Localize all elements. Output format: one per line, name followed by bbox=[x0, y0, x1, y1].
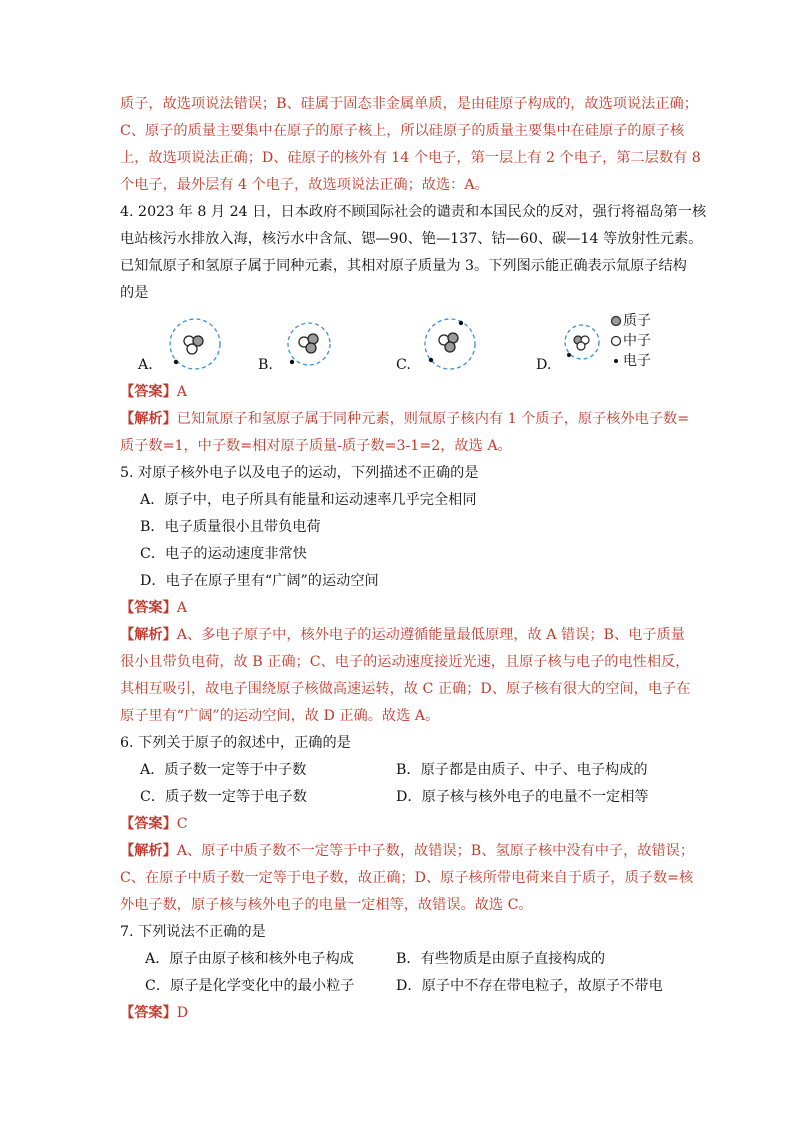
q4-stem-3: 已知氚原子和氢原子属于同种元素，其相对原子质量为 3。下列图示能正确表示氚原子结构 bbox=[120, 258, 687, 274]
q4-answer-value: A bbox=[176, 384, 188, 400]
electron-a bbox=[174, 360, 178, 364]
q4-analysis-line-1 bbox=[120, 409, 689, 429]
atom-diagram-b bbox=[283, 318, 335, 370]
q7-answer bbox=[120, 1003, 188, 1023]
legend-electron-icon bbox=[610, 355, 622, 367]
q5-option-b: B．电子质量很小且带负电荷 bbox=[140, 519, 321, 535]
q7-stem: 7. 下列说法不正确的是 bbox=[120, 924, 266, 940]
q4-stem-4: 的是 bbox=[120, 285, 149, 301]
q6-analysis-line-3: 外电子数，原子核与核外电子的电量一定相等，故错误。故选 C。 bbox=[120, 897, 533, 913]
q4-answer bbox=[120, 382, 187, 402]
q6-option-b: B．原子都是由质子、中子、电子构成的 bbox=[396, 762, 648, 778]
proton-b-2 bbox=[306, 343, 316, 353]
q4-option-c-label: C. bbox=[396, 357, 411, 373]
q6-option-a: A．质子数一定等于中子数 bbox=[140, 762, 307, 778]
q5-option-c: C．电子的运动速度非常快 bbox=[140, 546, 307, 562]
electron-d bbox=[567, 353, 571, 357]
q4-analysis-tag: 【解析】 bbox=[120, 411, 177, 427]
q6-option-d: D．原子核与核外电子的电量不一定相等 bbox=[396, 789, 649, 805]
proton-c-2 bbox=[445, 342, 455, 352]
q7-answer-value: D bbox=[176, 1005, 189, 1021]
q4-stem-1: 4. 2023 年 8 月 24 日，日本政府不顾国际社会的谴责和本国民众的反对，强行将福岛第一核 bbox=[120, 204, 707, 220]
q5-answer-value: A bbox=[176, 600, 188, 616]
electron-c-1 bbox=[459, 321, 463, 325]
atom-diagram-a bbox=[165, 314, 225, 374]
legend-proton-icon bbox=[610, 315, 622, 327]
q7-option-b: B．有些物质是由原子直接构成的 bbox=[396, 951, 606, 967]
q5-answer-tag: 【答案】 bbox=[120, 600, 177, 616]
q5-option-d: D．电子在原子里有“广阔”的运动空间 bbox=[140, 573, 379, 589]
legend-neutron-label: 中子 bbox=[623, 333, 651, 349]
q5-analysis-line-1 bbox=[120, 625, 685, 645]
q6-answer bbox=[120, 814, 188, 834]
q5-option-a: A．原子中，电子所具有能量和运动速率几乎完全相同 bbox=[140, 492, 477, 508]
q6-analysis-tag: 【解析】 bbox=[120, 843, 177, 859]
q5-analysis-line-4: 原子里有“广阔”的运动空间，故 D 正确。故选 A。 bbox=[120, 708, 440, 724]
atom-diagram-c bbox=[420, 314, 480, 374]
proton-b-1 bbox=[308, 334, 318, 344]
legend-electron-label: 电子 bbox=[623, 353, 651, 369]
q6-stem: 6. 下列关于原子的叙述中，正确的是 bbox=[120, 735, 351, 751]
q5-analysis-tag: 【解析】 bbox=[120, 627, 177, 643]
q5-analysis-line-2: 很小且带负电荷，故 B 正确；C、电子的运动速度接近光速，且原子核与电子的电性相反， bbox=[120, 654, 690, 670]
legend-proton-label: 质子 bbox=[623, 313, 651, 329]
q7-option-a: A．原子由原子核和核外电子构成 bbox=[145, 951, 354, 967]
q5-answer bbox=[120, 598, 187, 618]
q7-option-c: C．原子是化学变化中的最小粒子 bbox=[145, 978, 355, 994]
q4-stem-2: 电站核污水排放入海，核污水中含氚、锶—90、铯—137、钴—60、碳—14 等放射性元素。 bbox=[120, 231, 703, 247]
prev-analysis-line-2: C、原子的质量主要集中在原子的原子核上，所以硅原子的质量主要集中在硅原子的原子核 bbox=[120, 123, 685, 139]
neutron-a-2 bbox=[187, 344, 197, 354]
legend-neutron-icon bbox=[610, 335, 622, 347]
q5-analysis-text-1: A、多电子原子中，核外电子的运动遵循能量最低原理，故 A 错误；B、电子质量 bbox=[176, 627, 685, 643]
q7-answer-tag: 【答案】 bbox=[120, 1005, 177, 1021]
neutron-d-2 bbox=[577, 342, 585, 350]
q7-option-d: D．原子中不存在带电粒子，故原子不带电 bbox=[396, 978, 663, 994]
q5-stem: 5. 对原子核外电子以及电子的运动，下列描述不正确的是 bbox=[120, 465, 479, 481]
q6-answer-value: C bbox=[176, 816, 188, 832]
electron-c-2 bbox=[429, 358, 433, 362]
q4-option-b-label: B. bbox=[258, 357, 273, 373]
q6-analysis-line-1 bbox=[120, 841, 694, 861]
q6-answer-tag: 【答案】 bbox=[120, 816, 177, 832]
q6-analysis-line-2: C、在原子中质子数一定等于电子数，故正确；D、原子核所带电荷来自于质子，质子数=核 bbox=[120, 870, 694, 886]
q6-analysis-text-1: A、原子中质子数不一定等于中子数，故错误；B、氢原子核中没有中子，故错误； bbox=[176, 843, 695, 859]
q4-answer-tag: 【答案】 bbox=[120, 384, 177, 400]
prev-analysis-line-4: 个电子，最外层有 4 个电子，故选项说法正确；故选：A。 bbox=[120, 177, 489, 193]
q6-option-c: C．质子数一定等于电子数 bbox=[140, 789, 307, 805]
q4-option-d-label: D. bbox=[536, 357, 552, 373]
prev-analysis-line-3: 上，故选项说法正确；D、硅原子的核外有 14 个电子，第一层上有 2 个电子，第二层数有 8 bbox=[120, 150, 701, 166]
prev-analysis-line-1: 质子，故选项说法错误；B、硅属于固态非金属单质，是由硅原子构成的，故选项说法正确； bbox=[120, 96, 698, 112]
q5-analysis-line-3: 其相互吸引，故电子围绕原子核做高速运转，故 C 正确；D、原子核有很大的空间，电子在 bbox=[120, 681, 691, 697]
atom-diagram-d bbox=[560, 320, 604, 364]
electron-b bbox=[290, 360, 294, 364]
q4-analysis-text-1: 已知氚原子和氢原子属于同种元素，则氚原子核内有 1 个质子，原子核外电子数= bbox=[176, 411, 690, 427]
q4-analysis-line-2: 质子数=1，中子数=相对原子质量-质子数=3-1=2，故选 A。 bbox=[120, 438, 512, 454]
q4-option-a-label: A. bbox=[138, 357, 153, 373]
